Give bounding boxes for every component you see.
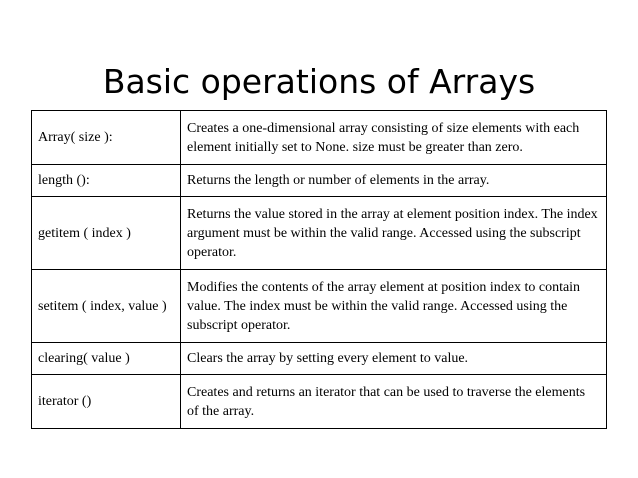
table-row (32, 343, 607, 375)
operation-name: length (): (32, 165, 181, 197)
table-row (32, 165, 607, 197)
table-row (32, 197, 607, 270)
table-row (32, 270, 607, 343)
operation-name: clearing( value ) (32, 343, 181, 375)
operation-description: Modifies the contents of the array element at position index to contain value. The index must be within the valid range. Accessed using the subscript operator. (181, 270, 607, 343)
operation-description: Clears the array by setting every element to value. (181, 343, 607, 375)
operation-name: Array( size ): (32, 111, 181, 165)
operation-name: setitem ( index, value ) (32, 270, 181, 343)
operation-description: Returns the value stored in the array at element position index. The index argument must be within the valid range. Accessed using the subscript operator. (181, 197, 607, 270)
table-row (32, 375, 607, 429)
slide-title: Basic operations of Arrays (102, 62, 536, 102)
operations-table (31, 110, 607, 429)
operation-description: Creates and returns an iterator that can be used to traverse the elements of the array. (181, 375, 607, 429)
operation-description: Returns the length or number of elements in the array. (181, 165, 607, 197)
operation-name: iterator () (32, 375, 181, 429)
table-row (32, 111, 607, 165)
operation-name: getitem ( index ) (32, 197, 181, 270)
operation-description: Creates a one-dimensional array consisting of size elements with each element initially set to None. size must be greater than zero. (181, 111, 607, 165)
